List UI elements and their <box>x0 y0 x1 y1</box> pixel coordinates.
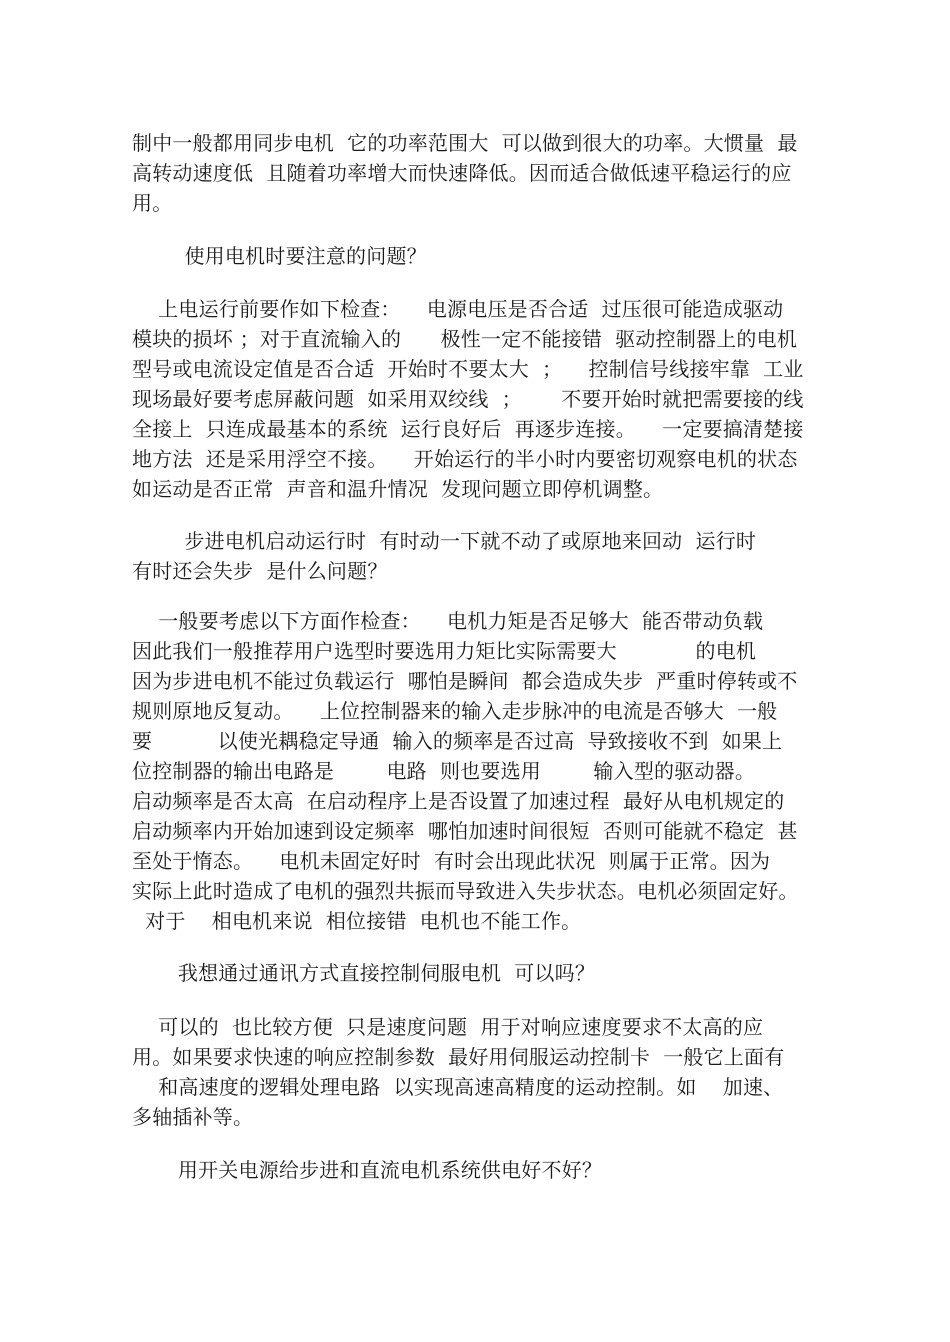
text-line: 地方法 还是采用浮空不接。 开始运行的半小时内要密切观察电机的状态 <box>132 447 798 471</box>
text-line: 全接上 只连成最基本的系统 运行良好后 再逐步连接。 一定要搞清楚接 <box>132 417 804 441</box>
text-line: 模块的损坏 ；对于直流输入的 极性一定不能接错 驱动控制器上的电机 <box>132 327 798 351</box>
section-heading: 有时还会失步 是什么问题？ <box>132 559 388 583</box>
section-heading: 使用电机时要注意的问题？ <box>132 244 427 268</box>
section-heading: 用开关电源给步进和直流电机系统供电好不好？ <box>132 1158 603 1182</box>
text-line: 对于 相电机来说 相位接错 电机也不能工作。 <box>132 909 582 933</box>
text-line: 制中一般都用同步电机 它的功率范围大 可以做到很大的功率。大惯量 最 <box>132 131 798 155</box>
text-line: 启动频率是否太高 在启动程序上是否设置了加速过程 最好从电机规定的 <box>132 789 785 813</box>
text-line: 位控制器的输出电路是 电路 则也要选用 输入型的驱动器。 <box>132 759 756 783</box>
text-line: 现场最好要考虑屏蔽问题 如采用双绞线 ； 不要开始时就把需要接的线 <box>132 387 804 411</box>
text-line: 型号或电流设定值是否合适 开始时不要太大 ； 控制信号线接牢靠 工业 <box>132 357 804 381</box>
text-line: 规则原地反复动。 上位控制器来的输入走步脉冲的电流是否够大 一般 <box>132 699 778 723</box>
text-line: 启动频率内开始加速到设定频率 哪怕加速时间很短 否则可能就不稳定 甚 <box>132 819 798 843</box>
section-heading: 步进电机启动运行时 有时动一下就不动了或原地来回动 运行时 <box>132 529 757 553</box>
text-line: 如运动是否正常 声音和温升情况 发现问题立即停机调整。 <box>132 477 664 501</box>
text-line: 和高速度的逻辑处理电路 以实现高速高精度的运动控制。如 加速、 <box>132 1075 784 1099</box>
text-line: 用。如果要求快速的响应控制参数 最好用伺服运动控制卡 一般它上面有 <box>132 1045 785 1069</box>
text-line: 至处于惰态。 电机未固定好时 有时会出现此状况 则属于正常。因为 <box>132 849 771 873</box>
text-line: 因为步进电机不能过负载运行 哪怕是瞬间 都会造成失步 严重时停转或不 <box>132 669 798 693</box>
text-line: 一般要考虑以下方面作检查： 电机力矩是否足够大 能否带动负载 <box>132 609 764 633</box>
section-heading: 我想通过通讯方式直接控制伺服电机 可以吗？ <box>132 961 596 985</box>
text-line: 多轴插补等。 <box>132 1105 254 1129</box>
text-line: 因此我们一般推荐用户选型时要选用力矩比实际需要大 的电机 <box>132 639 757 663</box>
text-line: 高转动速度低 且随着功率增大而快速降低。因而适合做低速平稳运行的应 <box>132 161 792 185</box>
text-line: 要 以使光耦稳定导通 输入的频率是否过高 导致接收不到 如果上 <box>132 729 783 753</box>
text-line: 上电运行前要作如下检查： 电源电压是否合适 过压很可能造成驱动 <box>132 297 784 321</box>
text-line: 实际上此时造成了电机的强烈共振而导致进入失步状态。电机必须固定好。 <box>132 879 799 903</box>
text-line: 用。 <box>132 191 173 215</box>
text-line: 可以的 也比较方便 只是速度问题 用于对响应速度要求不太高的应 <box>132 1015 764 1039</box>
